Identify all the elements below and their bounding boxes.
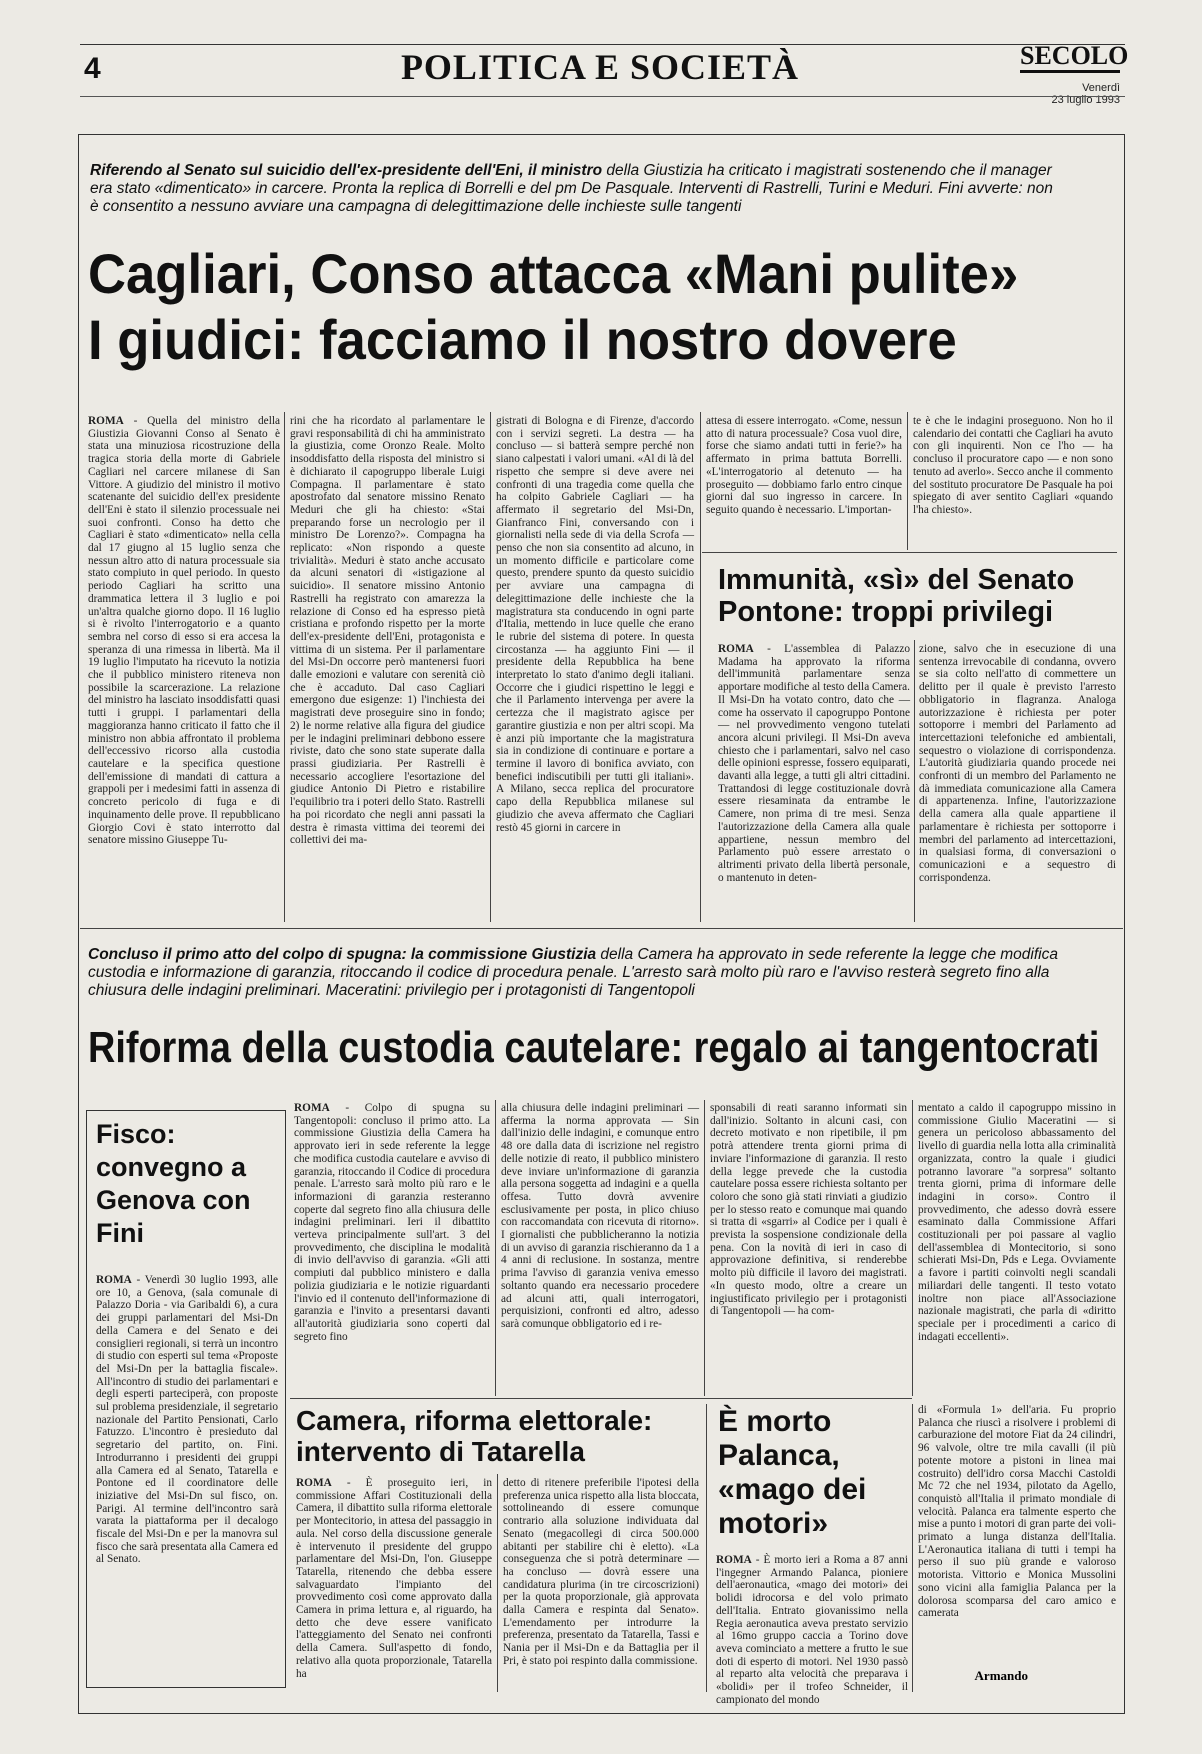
top-story-kicker-rest: della Giustizia ha criticato i magistrati sostenendo che il manager era stato «dimenticato» in carcere. Pronta la replica di Borrelli e del pm De Pasquale. Interventi di Rastrelli, Turini e Meduri. Fini avverte: non è consentito a nessuno avviare una campagna di delegittimazione delle inchieste sulle tangenti <box>90 162 1053 215</box>
column-rule <box>490 412 491 922</box>
top-story-column-2: rini che ha ricordato al parlamentare le gravi responsabilità di chi ha amministrato la giustizia, come Oronzo Reale. Molto insoddisfatto della risposta del ministro si è dichiarato il capogruppo liberale Luigi Compagna. Il parlamentare è stato apostrofato dal senatore missino Renato Meduri che gli ha chiesto: «Stai preparando forse un necrologio per il ministro De Lorenzo?». Compagna ha replicato: «Non rispondo a queste trivialità». Meduri è stato anche accusato da alcuni senatori di «istigazione al suicidio». Il senatore missino Antonio Rastrelli ha registrato con amarezza la relazione di Conso ed ha espresso pietà cristiana e profondo rispetto per la morte dell'ex-presidente dell'Eni, protagonista e vittima di un sistema. Per il parlamentare del Msi-Dn occorre però mantenersi fuori dalle emozioni e valutare con serenità ciò che è accaduto. Dal caso Cagliari emergono due esigenze: 1) l'inchiesta dei magistrati deve proseguire sino in fondo; 2) le norme relative alla figura del giudice per le indagini preliminari debbono essere riviste, dato che sono state superate dalla prassi giudiziaria. Per Rastrelli è necessario accogliere l'esortazione del giudice Antonio Di Pietro e ristabilire l'equilibrio tra i poteri dello Stato. Rastrelli ha poi ricordato che negli anni passati la destra è rimasta vittima dei teoremi dei collettivi dei ma- <box>290 415 485 847</box>
immunita-column-2: zione, salvo che in esecuzione di una sentenza irrevocabile di condanna, ovvero se sia colto nell'atto di commettere un delitto per il quale è previsto l'arresto obbligatorio in flagranza. Analoga autorizzazione è richiesta per poter sottoporre i membri del Parlamento ad intercettazioni telefoniche ed ambientali, sequestro o violazione di corrispondenza. L'autorità giudiziaria quando procede nei confronti di un membro del Parlamento ne dà immediata comunicazione alla Camera di appartenenza. Infine, l'autorizzazione della camera alla quale appartiene il parlamentare è richiesta per sottoporre i membri del parlamento ad intercettazioni, in qualsiasi forma, di conversazioni o comunicazioni e a sequestro di corrispondenza. <box>919 643 1116 884</box>
section-rule <box>80 928 1123 929</box>
riforma-column-1-text: - Colpo di spugna su Tangentopoli: concluso il primo atto. La commissione Giustizia della Camera ha approvato ieri in sede referente la legge che modifica custodia cautelare e avviso di garanzia, ritoccando il Codice di procedura penale. L'arresto sarà molto più raro e le informazioni di garanzia resteranno coperte dal segreto fino alla chiusura delle indagini preliminari. Ieri il dibattito verteva principalmente sull'art. 3 del provvedimento, che disciplina le modalità di invio dell'avviso di garanzia. «Gli atti compiuti dal pubblico ministero e dalla polizia giudiziaria e le notizie riguardanti l'invio ed il contenuto dell'informazione di garanzia e l'invito a presentarsi davanti all'autorità giudiziaria sono coperti dal segreto fino <box>294 1102 490 1343</box>
issue-date <box>1010 82 1120 106</box>
signature: Armando <box>974 1668 1028 1683</box>
column-rule <box>912 1100 913 1396</box>
riforma-kicker-rest: della Camera ha approvato in sede referente la legge che modifica custodia e informazione di garanzia, ritoccando il codice di procedura penale. L'arresto sarà molto più raro e l'avviso resterà segreto fino alla chiusura delle indagini preliminari. Maceratini: privilegio per i protagonisti di Tangentopoli <box>88 946 1058 999</box>
immunita-column-1 <box>718 643 910 920</box>
riforma-headline: Riforma della custodia cautelare: regalo ai tangentocrati <box>88 1023 1100 1072</box>
palanca-column-1-text: - È morto ieri a Roma a 87 anni l'ingegner Armando Palanca, pioniere dell'aeronautica, «mago dei motori» dei bolidi idrocorsa e del volo primato dell'Italia. Entrato giovanissimo nella Regia aeronautica aveva prestato servizio al 16mo gruppo caccia a Torino dove aveva cominciato a mettere a frutto le sue doti di esperto di motori. Nel 1930 passò al reparto alta velocità che preparava i «bolidi» per il trofeo Schneider, il campionato del mondo <box>716 1554 908 1706</box>
riforma-kicker-lead: Concluso il primo atto del colpo di spugna: la commissione Giustizia <box>88 946 597 963</box>
column-rule <box>704 1100 705 1396</box>
riforma-kicker <box>88 946 1073 1000</box>
issue-day: Venerdì <box>1082 82 1120 94</box>
top-story-column-5: te è che le indagini proseguono. Non ho il calendario dei contatti che Cagliari ha avuto con gli inquirenti. Non ce l'ho — ha concluso il procuratore capo — e non sono tenuto ad averlo». Secco anche il commento del sostituto procuratore De Pasquale ha poi spiegato di aver sentito Cagliari «quando l'ha chiesto». <box>913 415 1113 516</box>
immunita-headline: Immunità, «sì» del Senato Pontone: troppi privilegi <box>718 564 1075 629</box>
top-story-headline-1: Cagliari, Conso attacca «Mani pulite» <box>88 242 1019 305</box>
column-rule <box>495 1100 496 1396</box>
top-story-kicker-lead: Riferendo al Senato sul suicidio dell'ex-presidente dell'Eni, il ministro <box>90 162 603 179</box>
section-rule <box>702 552 1117 553</box>
dateline: ROMA <box>294 1102 330 1114</box>
palanca-headline: È morto Palanca, «mago dei motori» <box>718 1405 867 1540</box>
palanca-column-2: di «Formula 1» dell'aria. Fu proprio Palanca che riuscì a risolvere i problemi di carburazione del motore Fiat da 24 cilindri, 96 valvole, oltre tre mila cavalli (il più potente motore a pistoni in linea mai costruito) dell'idro corsa Macchi Castoldi Mc 72 che nel 1934, pilotato da Agello, conquistò all'Italia il primato mondiale di velocità. Palanca era talmente esperto che mise a punto i motori di gran parte dei voli-primato a lunga distanza dell'Italia. L'Aeronautica italiana di tutti i tempi ha perso il suo più grande e valoroso motorista. Vittorio e Monica Mussolini sono vicini alla famiglia Palanca per la dolorosa scomparsa del caro amico e camerata <box>918 1404 1116 1620</box>
camera-headline: Camera, riforma elettorale: intervento di Tatarella <box>296 1405 653 1468</box>
top-rule <box>80 44 1125 45</box>
column-rule <box>706 1404 707 1692</box>
column-rule <box>907 412 908 550</box>
top-story-column-3: gistrati di Bologna e di Firenze, d'accordo con i servizi segreti. La destra — ha concluso — si batterà sempre perché non siano calpestati i valori umani. «Al di là del rispetto che sempre si deve avere nei confronti di una tragedia come quella che ha colpito Gabriele Cagliari — ha affermato il segretario del Msi-Dn, Gianfranco Fini, conversando con i giornalisti nella sede di via della Scrofa — penso che non sia consentito ad alcuno, in un momento difficile e particolare come questo, prendere spunto da questo suicidio per avviare una campagna di delegittimazione delle inchieste che la magistratura sta conducendo in ogni parte d'Italia, mettendo in luce quelle che erano le rubrie del sistema di potere. In questa circostanza — ha aggiunto Fini — il presidente della Repubblica ha bene interpretato lo stato d'animo degli italiani. Occorre che i giudici rispettino le leggi e che il Parlamento intervenga per avere la certezza che il magistrato agisce per garantire giustizia e non per altri scopi. Ma è anzi più importante che la magistratura sia in condizione di continuare e portare a termine il lavoro di bonifica avviato, con benefici indiscutibili per tutti gli italiani». A Milano, secca replica del procuratore capo della Repubblica milanese sul giudizio che aveva affermato che Cagliari restò 45 giorni in carcere in <box>496 415 694 834</box>
top-story-column-1-text: - Quella del ministro della Giustizia Giovanni Conso al Senato è stata una minuziosa ricostruzione della tragica storia della morte di Gabriele Cagliari nel carcere milanese di San Vittore. A giudizio del ministro il motivo scatenante del suicidio dell'ex presidente dell'Eni è stato il silenzio processuale nei suoi confronti. Conso ha detto che Cagliari è stato «dimenticato» nella cella dal 17 giugno al 15 luglio senza che nessun altro atto di natura processuale sia stato compiuto in quel periodo. In questo periodo Cagliari ha scritto una drammatica lettera il 3 luglio e poi un'altra qualche giorno dopo. Il 16 luglio si è rivolto l'interrogatorio e a quanto sembra nel corso di esso si era accesa la speranza di una rimessa in libertà. Ma il 19 luglio l'imputato ha ricevuto la notizia che il pubblico ministero riteneva non possibile la scarcerazione. La relazione del ministro ha lasciato insoddisfatti quasi tutti i gruppi. I parlamentari della maggioranza hanno criticato il fatto che il ministro non abbia affrontato il problema dell'eccessivo ricorso alla custodia cautelare e la specifica questione dell'emissione di mandati di cattura a grappoli per i medesimi fatti in assenza di concreto pericolo di fuga e di inquinamento delle prove. Il repubblicano Giorgio Covi è stato interrotto dal senatore missino Giuseppe Tu- <box>88 415 280 847</box>
camera-column-1 <box>296 1477 492 1689</box>
top-story-kicker <box>90 162 1065 216</box>
riforma-column-2: alla chiusura delle indagini preliminari — afferma la norma approvata — Sin dall'inizio delle indagini, e comunque entro 48 ore dalla data di iscrizione nel registro delle notizie di reato, il pubblico ministero deve inviare un'informazione di garanzia alla persona soggetta ad indagini e a quella offesa. Tutto dovrà avvenire esclusivamente per posta, in plico chiuso con raccomandata con ricevuta di ritorno». I giornalisti che pubblicheranno la notizia di un avviso di garanzia rischieranno da 1 a 4 anni di reclusione. In sostanza, mentre prima l'avviso di garanzia veniva emesso soltanto quando era necessario procedere ad alcuni atti, quali interrogatori, perquisizioni, confronti ed altro, adesso sarà comunque obbligatorio ed i re- <box>501 1102 699 1330</box>
palanca-column-1 <box>716 1554 908 1706</box>
camera-column-1-text: - È proseguito ieri, in commissione Affari Costituzionali della Camera, il dibattito sulla riforma elettorale per Montecitorio, in attesa del passaggio in aula. Nel corso della discussione generale è intervenuto il presidente del gruppo parlamentare del Msi-Dn, l'on. Giuseppe Tatarella, ritenendo che debba essere salvaguardato l'impianto del provvedimento così come approvato dalla Camera in prima lettura e, al riguardo, ha detto che deve essere vanificato l'atteggiamento del Senato nei confronti della Camera. Sull'aspetto di fondo, relativo alla quota proporzionale, Tatarella ha <box>296 1477 492 1680</box>
header-rule <box>80 96 1125 97</box>
fisco-body-text: - Venerdì 30 luglio 1993, alle ore 10, a Genova, (sala comunale di Palazzo Doria - via Garibaldi 6), a cura dei gruppi parlamentari del Msi-Dn della Camera e del Senato e dei consiglieri regionali, si terrà un incontro di studio con esperti sul tema «Proposte del Msi-Dn per la battaglia fiscale». All'incontro di studio dei parlamentari e degli esperti parteciperà, con proposte sul problema presidenziale, il segretario nazionale del Partito Pensionati, Carlo Fatuzzo. L'incontro è presieduto dal segretario del partito, on. Fini. Introdurranno i presidenti dei gruppi alla Camera ed al Senato, Tatarella e Pontone ed il coordinatore delle iniziative del Msi-Dn sul fisco, on. Parigi. Al termine dell'incontro sarà varata la piattaforma per il decalogo fiscale del Msi-Dn e per la manovra sul fisco che sarà presentata alla Camera ed al Senato. <box>96 1274 278 1566</box>
section-title: POLITICA E SOCIETÀ <box>400 47 800 87</box>
issue-date-value: 23 luglio 1993 <box>1051 94 1120 106</box>
camera-column-2: detto di ritenere preferibile l'ipotesi della preferenza unica rispetto alla lista bloccata, sottolineando di essere comunque contrario alla soluzione individuata dal Senato (megacollegi di circa 500.000 abitanti per stabilire chi è eletto). «La conseguenza che si potrà determinare — ha concluso — dovrà essere una candidatura plurima (in tre circoscrizioni) per la quota proporzionale, già approvata dalla Camera e respinta dal Senato». L'emendamento per introdurre la preferenza, presentato da Tatarella, Tassi e Nania per il Msi-Dn e da Battaglia per il Pri, è stato poi respinto dalla commissione. <box>503 1477 699 1667</box>
page-number: 4 <box>84 52 101 85</box>
top-story-column-1 <box>88 415 280 920</box>
dateline: ROMA <box>718 643 754 655</box>
section-rule <box>290 1398 912 1399</box>
newspaper-logo: SECOLO <box>1020 42 1120 73</box>
column-rule <box>914 640 915 922</box>
fisco-body <box>96 1274 278 1684</box>
column-rule <box>700 412 701 922</box>
immunita-column-1-text: - L'assemblea di Palazzo Madama ha approvato la riforma dell'immunità parlamentare senza apportare modifiche al testo della Camera. Il Msi-Dn ha votato contro, dato che — come ha osservato il capogruppo Pontone — nel provvedimento vengono tutelati ancora alcuni privilegi. Il Msi-Dn aveva chiesto che i parlamentari, salvo nel caso delle opinioni espresse, fossero equiparati, davanti alla legge, a tutti gli altri cittadini. Trattandosi di legge costituzionale dovrà essere riesaminata da entrambe le Camere, non prima di tre mesi. Senza l'autorizzazione della Camera alla quale appartiene, nessun membro del Parlamento può essere arrestato o altrimenti privato della libertà personale, o mantenuto in deten- <box>718 643 910 884</box>
column-rule <box>284 412 285 922</box>
column-rule <box>912 1404 913 1692</box>
dateline: ROMA <box>296 1477 332 1489</box>
column-rule <box>497 1474 498 1692</box>
riforma-column-1 <box>294 1102 490 1392</box>
riforma-column-3: sponsabili di reati saranno informati sin dall'inizio. Soltanto in alcuni casi, con decreto motivato e non ripetibile, il pm potrà attendere trenta giorni prima di inviare l'informazione di garanzia. Il resto della legge prevede che la custodia cautelare possa essere richiesta soltanto per coloro che sono già stati rinviati a giudizio per lo stesso reato e comunque mai quando si tratta di «sgarri» al Codice per i quali è prevista la sospensione condizionale della pena. Con la novità di ieri in caso di approvazione definitiva, si renderebbe molto più difficile il lavoro dei magistrati. «In questo modo, oltre a creare un ingiustificato privilegio per i protagonisti di Tangentopoli — ha com- <box>710 1102 907 1318</box>
dateline: ROMA <box>96 1274 132 1286</box>
riforma-column-4: mentato a caldo il capogruppo missino in commissione Giulio Maceratini — si genera un pericoloso abbassamento del livello di guardia nella lotta alla criminalità organizzata, contro la quale i giudici potranno lavorare "a sorpresa" soltanto trenta giorni, prima di informare delle indagini in corso». Contro il provvedimento, che adesso dovrà essere esaminato dalla Commissione Affari costituzionali per poi passare al vaglio dell'assemblea di Montecitorio, si sono schierati Msi-Dn, Pds e Lega. Ovviamente a favore i partiti coinvolti negli scandali miliardari delle tangenti. Il testo votato inoltre non piace all'Associazione nazionale magistrati, che parla di «diritto speciale per i procedimenti a carico di indagati eccellenti». <box>918 1102 1116 1343</box>
fisco-headline: Fisco: convegno a Genova con Fini <box>96 1119 251 1248</box>
dateline: ROMA <box>88 415 124 427</box>
top-story-column-4: attesa di essere interrogato. «Come, nessun atto di natura processuale? Cosa vuol dire, forse che siamo andati tutti in ferie?» ha affermato in prima battuta Borrelli. «L'interrogatorio al detenuto — ha proseguito — dobbiamo farlo entro cinque giorni dal suo ingresso in carcere. In seguito quando è necessario. L'importan- <box>706 415 902 516</box>
top-story-headline-2: I giudici: facciamo il nostro dovere <box>88 308 957 371</box>
dateline: ROMA <box>716 1554 752 1566</box>
